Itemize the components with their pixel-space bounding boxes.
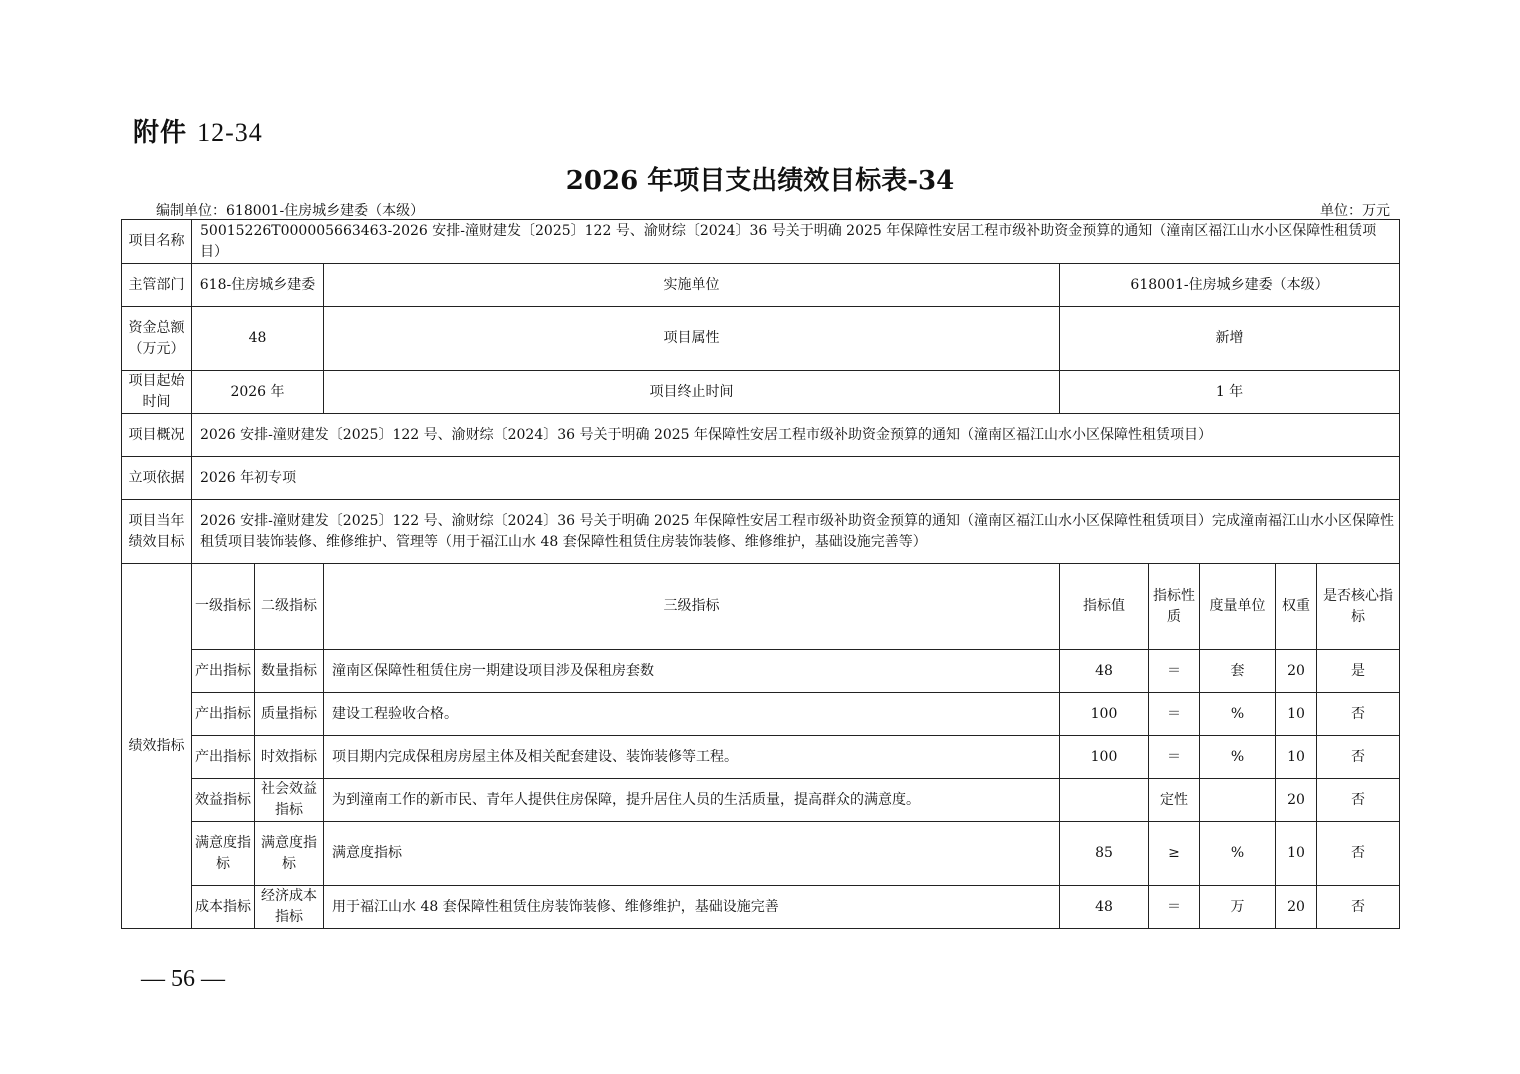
- indicator-value: 48: [1060, 650, 1149, 693]
- indicator-weight: 20: [1276, 779, 1317, 822]
- basis-label: 立项依据: [122, 457, 192, 500]
- indicator-weight: 20: [1276, 886, 1317, 929]
- indicator-nature: ＝: [1149, 693, 1200, 736]
- attachment-prefix: 附件: [133, 118, 188, 148]
- indicator-level2: 经济成本指标: [255, 886, 324, 929]
- table-row: [122, 779, 1400, 822]
- attachment-label: [133, 112, 263, 149]
- indicator-header-row: [122, 564, 1400, 650]
- funds-value: 48: [192, 307, 324, 371]
- indicator-unit: 套: [1200, 650, 1276, 693]
- indicator-weight: 10: [1276, 693, 1317, 736]
- indicator-nature: ＝: [1149, 886, 1200, 929]
- indicator-nature: 定性: [1149, 779, 1200, 822]
- indicator-level1: 效益指标: [192, 779, 255, 822]
- table-row: [122, 822, 1400, 886]
- indicator-unit: 万: [1200, 886, 1276, 929]
- indicator-unit: [1200, 779, 1276, 822]
- indicator-core: 否: [1317, 822, 1400, 886]
- indicator-level3: 项目期内完成保租房房屋主体及相关配套建设、装饰装修等工程。: [324, 736, 1060, 779]
- row-department: [122, 264, 1400, 307]
- indicator-nature: ＝: [1149, 736, 1200, 779]
- row-annual-goal: [122, 500, 1400, 564]
- indicator-value: 100: [1060, 736, 1149, 779]
- end-time-label: 项目终止时间: [324, 371, 1060, 414]
- indicator-level1: 产出指标: [192, 693, 255, 736]
- performance-table: [121, 219, 1400, 929]
- indicator-level2: 数量指标: [255, 650, 324, 693]
- overview-value: 2026 安排-潼财建发〔2025〕122 号、渝财综〔2024〕36 号关于明确 2025 年保障性安居工程市级补助资金预算的通知（潼南区福江山水小区保障性租赁项目）: [192, 414, 1400, 457]
- indicator-level3: 潼南区保障性租赁住房一期建设项目涉及保租房套数: [324, 650, 1060, 693]
- indicators-section-label: 绩效指标: [122, 564, 192, 929]
- indicator-unit: %: [1200, 736, 1276, 779]
- basis-value: 2026 年初专项: [192, 457, 1400, 500]
- project-attr-label: 项目属性: [324, 307, 1060, 371]
- indicator-level1: 产出指标: [192, 736, 255, 779]
- indicator-level3: 建设工程验收合格。: [324, 693, 1060, 736]
- overview-label: 项目概况: [122, 414, 192, 457]
- end-time-value: 1 年: [1060, 371, 1400, 414]
- indicator-core: 否: [1317, 693, 1400, 736]
- page-number: — 56 —: [141, 966, 225, 992]
- indicator-level3: 满意度指标: [324, 822, 1060, 886]
- indicator-level1: 满意度指标: [192, 822, 255, 886]
- header-core: 是否核心指标: [1317, 564, 1400, 650]
- indicator-level2: 社会效益指标: [255, 779, 324, 822]
- header-weight: 权重: [1276, 564, 1317, 650]
- row-basis: [122, 457, 1400, 500]
- annual-goal-label: 项目当年绩效目标: [122, 500, 192, 564]
- attachment-number: 12-34: [197, 118, 263, 147]
- row-project-name: [122, 220, 1400, 264]
- table-row: [122, 693, 1400, 736]
- indicator-unit: %: [1200, 822, 1276, 886]
- row-funds: [122, 307, 1400, 371]
- department-value: 618-住房城乡建委: [192, 264, 324, 307]
- project-attr-value: 新增: [1060, 307, 1400, 371]
- indicator-core: 否: [1317, 736, 1400, 779]
- row-overview: [122, 414, 1400, 457]
- indicator-value: 85: [1060, 822, 1149, 886]
- indicator-core: 是: [1317, 650, 1400, 693]
- impl-unit-label: 实施单位: [324, 264, 1060, 307]
- header-value: 指标值: [1060, 564, 1149, 650]
- indicator-nature: ≥: [1149, 822, 1200, 886]
- money-unit: 单位：万元: [1320, 203, 1390, 219]
- header-level3: 三级指标: [324, 564, 1060, 650]
- department-label: 主管部门: [122, 264, 192, 307]
- indicator-weight: 20: [1276, 650, 1317, 693]
- indicator-level1: 产出指标: [192, 650, 255, 693]
- indicator-weight: 10: [1276, 822, 1317, 886]
- annual-goal-value: 2026 安排-潼财建发〔2025〕122 号、渝财综〔2024〕36 号关于明确 2025 年保障性安居工程市级补助资金预算的通知（潼南区福江山水小区保障性租赁项目）完成潼南福江山水小区保障性租赁项目装饰装修、维修维护、管理等（用于福江山水 48 套保障性租赁住房装饰装修、维修维护，基础设施完善等）: [192, 500, 1400, 564]
- indicator-core: 否: [1317, 779, 1400, 822]
- compiler-unit: 编制单位：618001-住房城乡建委（本级）: [156, 203, 425, 219]
- indicator-unit: %: [1200, 693, 1276, 736]
- indicator-core: 否: [1317, 886, 1400, 929]
- header-level2: 二级指标: [255, 564, 324, 650]
- funds-label: 资金总额（万元）: [122, 307, 192, 371]
- header-nature: 指标性质: [1149, 564, 1200, 650]
- project-name-label: 项目名称: [122, 220, 192, 264]
- indicator-level2: 满意度指标: [255, 822, 324, 886]
- indicator-value: 100: [1060, 693, 1149, 736]
- indicator-nature: ＝: [1149, 650, 1200, 693]
- page-title: 2026 年项目支出绩效目标表-34: [565, 166, 955, 196]
- project-name-value: 50015226T000005663463-2026 安排-潼财建发〔2025〕122 号、渝财综〔2024〕36 号关于明确 2025 年保障性安居工程市级补助资金预算的通知（潼南区福江山水小区保障性租赁项目）: [192, 220, 1400, 264]
- indicator-level2: 时效指标: [255, 736, 324, 779]
- indicator-level3: 用于福江山水 48 套保障性租赁住房装饰装修、维修维护，基础设施完善: [324, 886, 1060, 929]
- indicator-value: [1060, 779, 1149, 822]
- start-time-value: 2026 年: [192, 371, 324, 414]
- impl-unit-value: 618001-住房城乡建委（本级）: [1060, 264, 1400, 307]
- indicator-level2: 质量指标: [255, 693, 324, 736]
- indicator-level3: 为到潼南工作的新市民、青年人提供住房保障，提升居住人员的生活质量，提高群众的满意度。: [324, 779, 1060, 822]
- indicator-weight: 10: [1276, 736, 1317, 779]
- table-row: [122, 650, 1400, 693]
- indicator-value: 48: [1060, 886, 1149, 929]
- header-unit: 度量单位: [1200, 564, 1276, 650]
- row-timeframe: [122, 371, 1400, 414]
- table-row: [122, 736, 1400, 779]
- start-time-label: 项目起始时间: [122, 371, 192, 414]
- indicator-level1: 成本指标: [192, 886, 255, 929]
- table-row: [122, 886, 1400, 929]
- header-level1: 一级指标: [192, 564, 255, 650]
